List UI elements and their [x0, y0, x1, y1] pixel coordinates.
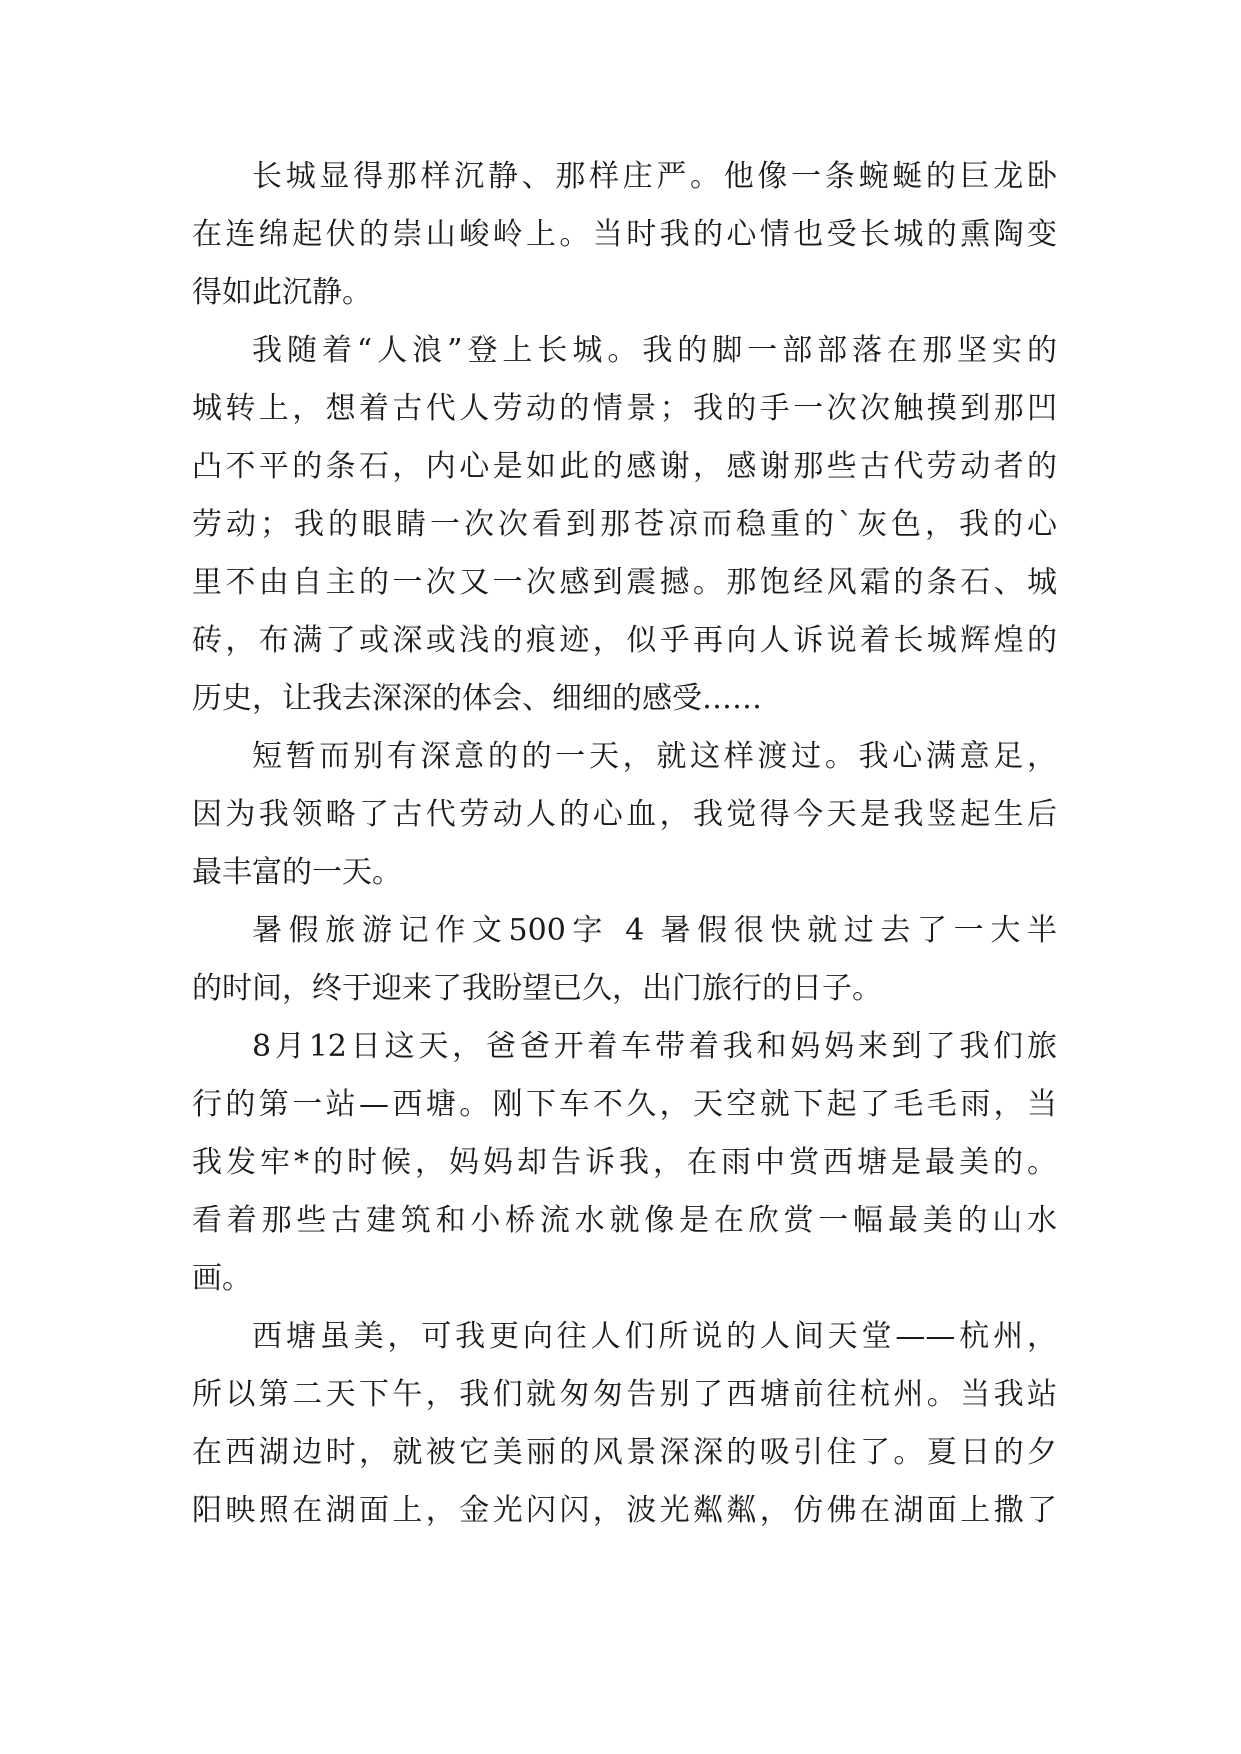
paragraph-line: 历史，让我去深深的体会、细细的感受……	[192, 681, 762, 716]
paragraph-line: 凸不平的条石，内心是如此的感谢，感谢那些古代劳动者的	[192, 449, 1057, 484]
paragraph-line: 看着那些古建筑和小桥流水就像是在欣赏一幅最美的山水	[192, 1203, 1057, 1238]
paragraph-line: 我随着“人浪”登上长城。我的脚一部部落在那坚实的	[252, 333, 1057, 368]
paragraph-line: 在连绵起伏的崇山峻岭上。当时我的心情也受长城的熏陶变	[192, 217, 1057, 252]
paragraph-line: 劳动；我的眼睛一次次看到那苍凉而稳重的`灰色，我的心	[192, 507, 1057, 542]
paragraph-line: 的时间，终于迎来了我盼望已久，出门旅行的日子。	[192, 971, 882, 1006]
paragraph-line: 暑假旅游记作文500字 4 暑假很快就过去了一大半	[252, 913, 1057, 948]
paragraph-line: 画。	[192, 1261, 252, 1296]
paragraph-line: 长城显得那样沉静、那样庄严。他像一条蜿蜒的巨龙卧	[252, 159, 1057, 194]
paragraph-line: 8月12日这天，爸爸开着车带着我和妈妈来到了我们旅	[252, 1029, 1057, 1064]
paragraph-line: 西塘虽美，可我更向往人们所说的人间天堂——杭州，	[252, 1319, 1057, 1354]
body-text	[192, 148, 1057, 1540]
paragraph-line: 阳映照在湖面上，金光闪闪，波光粼粼，仿佛在湖面上撒了	[192, 1493, 1057, 1528]
paragraph-line: 城转上，想着古代人劳动的情景；我的手一次次触摸到那凹	[192, 391, 1057, 426]
paragraph-line: 行的第一站—西塘。刚下车不久，天空就下起了毛毛雨，当	[192, 1087, 1057, 1122]
paragraph-line: 得如此沉静。	[192, 275, 372, 310]
paragraph-line: 砖，布满了或深或浅的痕迹，似乎再向人诉说着长城辉煌的	[192, 623, 1057, 658]
paragraph-line: 里不由自主的一次又一次感到震撼。那饱经风霜的条石、城	[192, 565, 1057, 600]
paragraph-line: 所以第二天下午，我们就匆匆告别了西塘前往杭州。当我站	[192, 1377, 1057, 1412]
paragraph-line: 在西湖边时，就被它美丽的风景深深的吸引住了。夏日的夕	[192, 1435, 1057, 1470]
paragraph-line: 短暂而别有深意的的一天，就这样渡过。我心满意足，	[252, 739, 1057, 774]
paragraph-line: 最丰富的一天。	[192, 855, 402, 890]
paragraph-line: 因为我领略了古代劳动人的心血，我觉得今天是我竖起生后	[192, 797, 1057, 832]
paragraph-line: 我发牢*的时候，妈妈却告诉我，在雨中赏西塘是最美的。	[192, 1145, 1057, 1180]
